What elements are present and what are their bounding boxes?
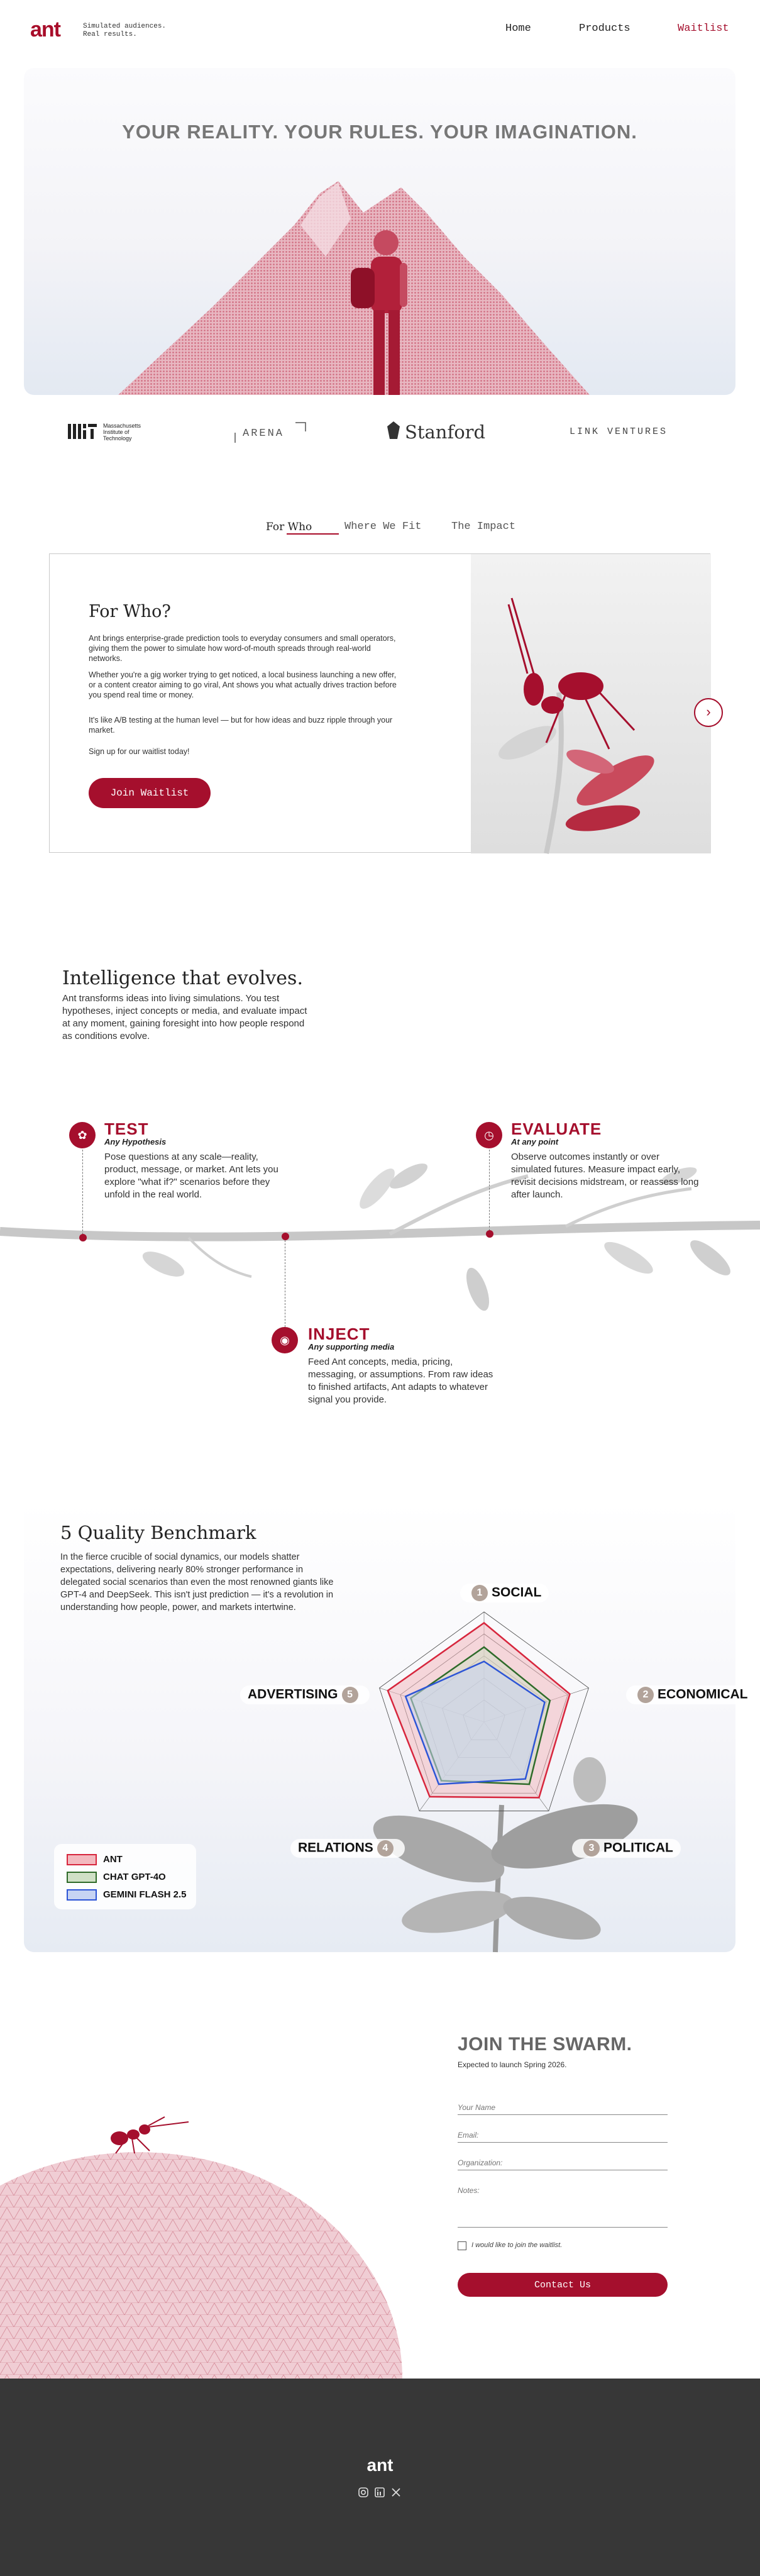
name-field[interactable] [458, 2101, 668, 2115]
axis-label-economical: 2 ECONOMICAL [626, 1685, 756, 1704]
hero-mountain-illustration [24, 68, 735, 395]
test-node [79, 1234, 87, 1241]
join-swarm-subtitle: Expected to launch Spring 2026. [458, 2060, 567, 2069]
active-tab-underline [287, 533, 339, 535]
nav-home-link[interactable]: Home [505, 23, 531, 35]
footer [0, 2379, 760, 2576]
evaluate-title: EVALUATE [511, 1119, 602, 1138]
evaluate-description: Observe outcomes instantly or over simulated futures. Measure impact early, revisit decisions midstream, or reassess long after launch. [511, 1152, 699, 1200]
tab-where-we-fit[interactable]: Where We Fit [344, 521, 422, 533]
benchmark-title: 5 Quality Benchmark [60, 1522, 256, 1543]
footer-logo[interactable]: ant [366, 2455, 394, 2475]
evaluate-connector [489, 1150, 490, 1234]
for-who-card [49, 553, 710, 853]
legend-swatch-ant [67, 1854, 97, 1865]
hero-title: YOUR REALITY. YOUR RULES. YOUR IMAGINATION. [122, 121, 637, 143]
camera-icon: ◉ [272, 1327, 298, 1353]
legend-item-ant: ANT [67, 1854, 123, 1865]
carousel-next-button[interactable] [694, 698, 723, 727]
axis-label-political: 3 POLITICAL [572, 1839, 681, 1858]
intelligence-title: Intelligence that evolves. [62, 967, 303, 989]
for-who-paragraph-3: It's like A/B testing at the human level — but for how ideas and buzz ripple through your market. [89, 716, 393, 735]
nav-products-link[interactable]: Products [579, 23, 631, 35]
inject-description: Feed Ant concepts, media, pricing, messaging, or assumptions. From raw ideas to finished artifacts, Ant adapts to whatever signal you provide. [308, 1357, 493, 1405]
axis-label-advertising: ADVERTISING 5 [240, 1685, 370, 1704]
waitlist-checkbox-label: I would like to join the waitlist. [471, 2241, 563, 2249]
benchmark-section [24, 1503, 748, 1952]
waitlist-checkbox[interactable] [458, 2241, 466, 2250]
test-description: Pose questions at any scale—reality, product, message, or market. Ant lets you explore "what if?" scenarios before they unfold in the real world. [104, 1152, 278, 1200]
arena-logo: ARENA [233, 421, 308, 444]
link-ventures-logo: LINK VENTURES [570, 426, 668, 437]
evaluate-node [486, 1230, 493, 1238]
evaluate-subtitle: At any point [511, 1137, 559, 1146]
for-who-paragraph-4: Sign up for our waitlist today! [89, 747, 190, 756]
mit-mark-icon [68, 423, 98, 440]
for-who-paragraph-1: Ant brings enterprise-grade prediction tools to everyday consumers and small operators, giving them the power to simulate how word-of-mouth spreads through real-world networks. [89, 634, 396, 663]
ant-illustration [471, 554, 711, 853]
inject-title: INJECT [308, 1324, 370, 1343]
test-connector [82, 1150, 83, 1238]
intelligence-description: Ant transforms ideas into living simulations. You test hypotheses, inject concepts or media, and evaluate impact at any moment, gaining foresight into how people respond as conditions evolve. [62, 993, 307, 1041]
inject-node [282, 1233, 289, 1240]
tab-the-impact[interactable]: The Impact [451, 521, 516, 533]
notes-field[interactable] [458, 2184, 668, 2228]
legend-swatch-gemini [67, 1889, 97, 1901]
radar-chart [327, 1584, 641, 1848]
chart-legend [54, 1844, 196, 1909]
chevron-right-icon: › [706, 704, 711, 719]
benchmark-description: In the fierce crucible of social dynamics, our models shatter expectations, delivering nearly 80% stronger performance in delegated social scenarios than even the most renowned giants like GPT-4 and DeepSeek. This isn't just prediction — it's a revolution in understanding how people, power, and markets intertwine. [60, 1552, 334, 1613]
tab-for-who[interactable]: For Who [266, 521, 312, 533]
contact-us-button[interactable]: Contact Us [458, 2273, 668, 2297]
join-waitlist-button[interactable]: Join Waitlist [89, 778, 211, 808]
ant-on-plant-image [471, 554, 711, 853]
clock-icon: ◷ [476, 1122, 502, 1148]
instagram-icon[interactable] [357, 2487, 370, 2499]
stanford-tree-icon [386, 420, 401, 441]
legend-item-gemini: GEMINI FLASH 2.5 [67, 1889, 187, 1901]
hero-banner [24, 68, 735, 395]
inject-subtitle: Any supporting media [308, 1342, 395, 1352]
test-title: TEST [104, 1119, 149, 1138]
for-who-paragraph-2: Whether you're a gig worker trying to get noticed, a local business launching a new offer, or a content creator aiming to go viral, Ant shows you what actually drives traction before you spend real time or money. [89, 670, 397, 699]
x-icon[interactable] [390, 2487, 402, 2499]
axis-label-relations: RELATIONS 4 [290, 1839, 405, 1858]
linkedin-icon[interactable] [373, 2487, 386, 2499]
join-swarm-title: JOIN THE SWARM. [458, 2034, 632, 2055]
top-nav [0, 0, 760, 58]
legend-swatch-gpt [67, 1872, 97, 1883]
organization-field[interactable] [458, 2156, 668, 2170]
nav-waitlist-link[interactable]: Waitlist [678, 23, 729, 35]
legend-item-gpt: CHAT GPT-4O [67, 1872, 166, 1883]
axis-label-social: 1 SOCIAL [460, 1584, 549, 1602]
geodesic-dome-illustration [0, 2088, 402, 2379]
partner-logos: Massachusetts Institute of Technology ARENA Stanford LINK VENTURES [0, 415, 760, 453]
brain-icon: ✿ [69, 1122, 96, 1148]
mit-logo: Massachusetts Institute of Technology [68, 423, 98, 443]
email-field[interactable] [458, 2128, 668, 2143]
for-who-title: For Who? [89, 602, 171, 621]
brand-logo[interactable]: ant [30, 18, 60, 42]
brand-tagline: Simulated audiences. Real results. [83, 23, 167, 38]
test-subtitle: Any Hypothesis [104, 1137, 167, 1146]
